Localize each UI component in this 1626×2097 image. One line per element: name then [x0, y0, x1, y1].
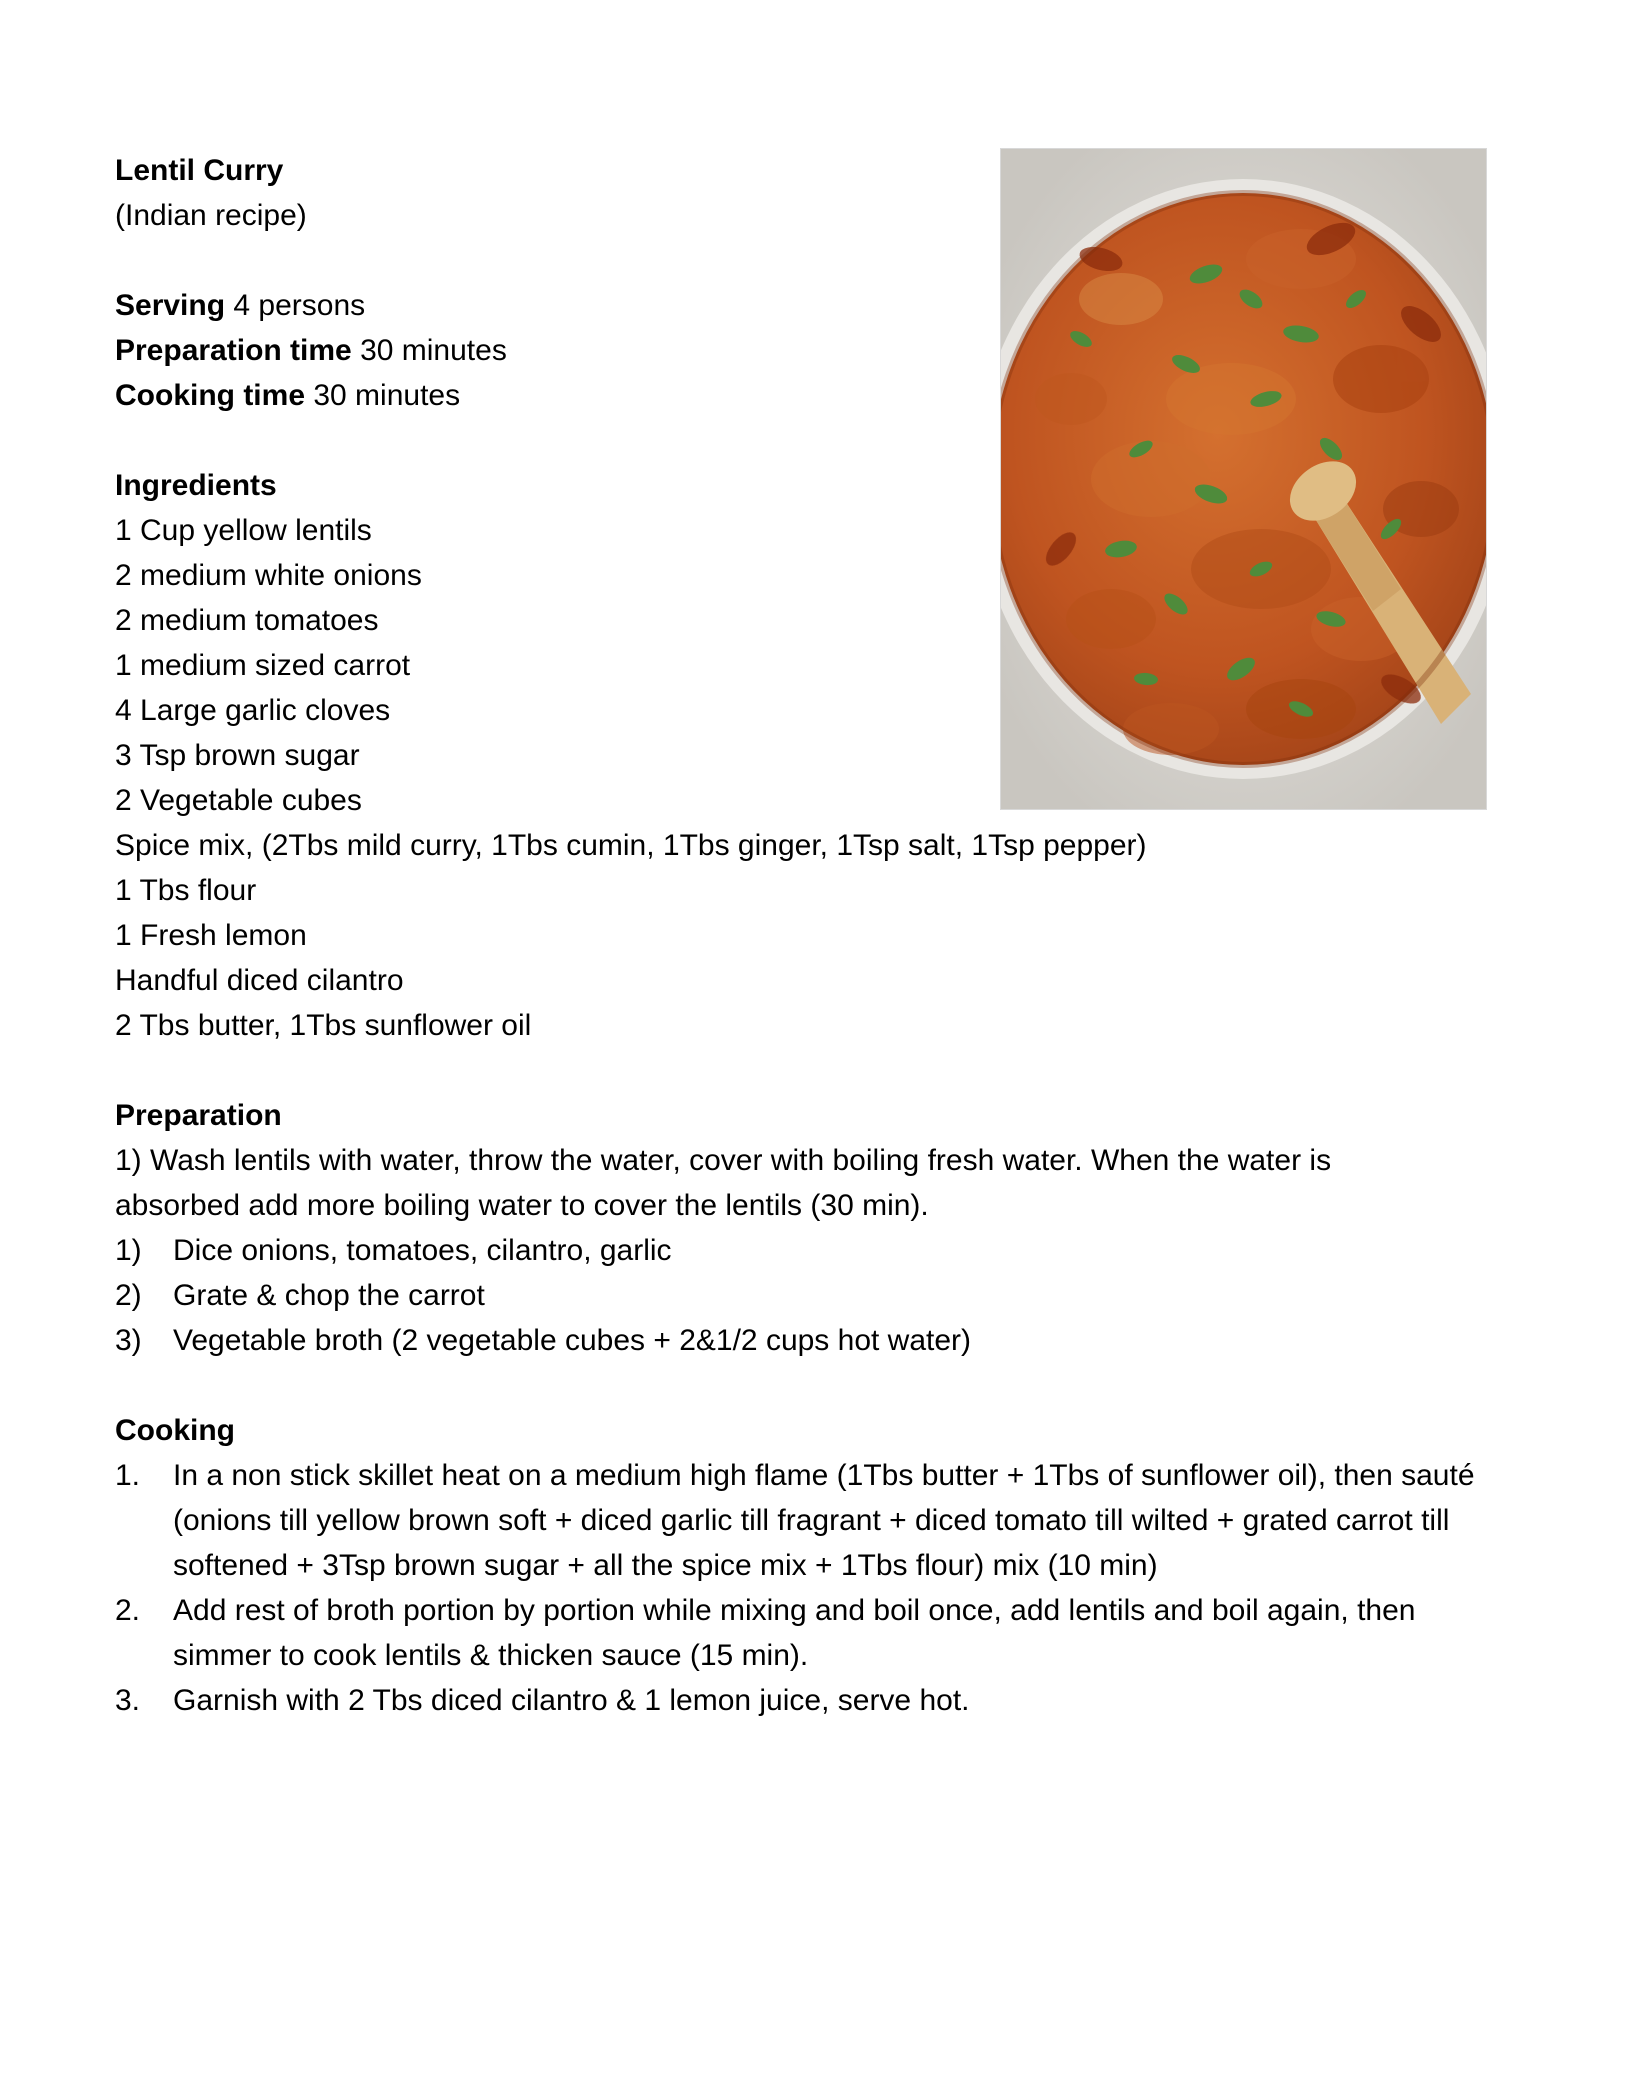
ingredient-item: 2 medium tomatoes — [115, 604, 379, 637]
meta-serving — [115, 283, 975, 328]
recipe-subtitle: (Indian recipe) — [115, 199, 307, 232]
list-text: In a non stick skillet heat on a medium high flame (1Tbs butter + 1Tbs of sunflower oil), then sauté (onions till yellow brown soft + diced garlic till fragrant + diced tomato till wilted + grated carrot till softened + 3Tsp brown sugar + all the spice mix + 1Tbs flour) mix (10 min) — [173, 1459, 1475, 1582]
ingredient-item: 4 Large garlic cloves — [115, 694, 391, 727]
meta-cooking-value: 30 minutes — [305, 379, 461, 412]
ingredient-item: Handful diced cilantro — [115, 964, 404, 997]
list-text: Vegetable broth (2 vegetable cubes + 2&1/2 cups hot water) — [173, 1324, 972, 1357]
list-text: Garnish with 2 Tbs diced cilantro & 1 lemon juice, serve hot. — [173, 1684, 970, 1717]
ingredient-item: 2 Vegetable cubes — [115, 784, 362, 817]
cooking-steps — [115, 1453, 1515, 1723]
meta-preparation-label: Preparation time — [115, 334, 352, 367]
ingredient-item: 2 Tbs butter, 1Tbs sunflower oil — [115, 1009, 532, 1042]
spacer — [115, 1363, 1515, 1408]
meta-preparation-value: 30 minutes — [351, 334, 507, 367]
list-text: Grate & chop the carrot — [173, 1279, 485, 1312]
ingredient-item: 1 Fresh lemon — [115, 919, 307, 952]
recipe-text — [115, 148, 1515, 1723]
spacer — [115, 418, 1515, 463]
list-text: Dice onions, tomatoes, cilantro, garlic — [173, 1234, 672, 1267]
spacer — [115, 1048, 1515, 1093]
list-marker: 2. — [115, 1594, 141, 1627]
list-text: Add rest of broth portion by portion while mixing and boil once, add lentils and boil again, then simmer to cook lentils & thicken sauce (15 min). — [173, 1594, 1416, 1672]
spacer — [115, 238, 1515, 283]
list-item — [115, 1318, 1515, 1363]
list-item — [115, 1273, 1515, 1318]
ingredient-item: Spice mix, (2Tbs mild curry, 1Tbs cumin, 1Tbs ginger, 1Tsp salt, 1Tsp pepper) — [115, 829, 1147, 862]
preparation-steps — [115, 1228, 1515, 1363]
list-item — [115, 1228, 1515, 1273]
preparation-intro: 1) Wash lentils with water, throw the water, cover with boiling fresh water. When the water is absorbed add more boiling water to cover the lentils (30 min). — [115, 1144, 1332, 1222]
meta-serving-value: 4 persons — [225, 289, 366, 322]
ingredient-item: 3 Tsp brown sugar — [115, 739, 360, 772]
list-marker: 2) — [115, 1279, 142, 1312]
list-marker: 1. — [115, 1459, 141, 1492]
list-marker: 3. — [115, 1684, 141, 1717]
meta-cooking-label: Cooking time — [115, 379, 306, 412]
ingredients-heading: Ingredients — [115, 469, 277, 502]
meta-serving-label: Serving — [115, 289, 226, 322]
ingredient-item: 1 medium sized carrot — [115, 649, 411, 682]
list-item — [115, 1453, 1513, 1588]
meta-cooking-time — [115, 373, 975, 418]
cooking-heading: Cooking — [115, 1414, 235, 1447]
meta-preparation-time — [115, 328, 975, 373]
list-item — [115, 1588, 1513, 1678]
ingredient-item: 1 Cup yellow lentils — [115, 514, 372, 547]
list-marker: 3) — [115, 1324, 142, 1357]
list-marker: 1) — [115, 1234, 142, 1267]
preparation-heading: Preparation — [115, 1099, 282, 1132]
ingredient-item: 1 Tbs flour — [115, 874, 257, 907]
page-title: Lentil Curry — [115, 154, 284, 187]
ingredient-item: 2 medium white onions — [115, 559, 422, 592]
list-item — [115, 1678, 1513, 1723]
